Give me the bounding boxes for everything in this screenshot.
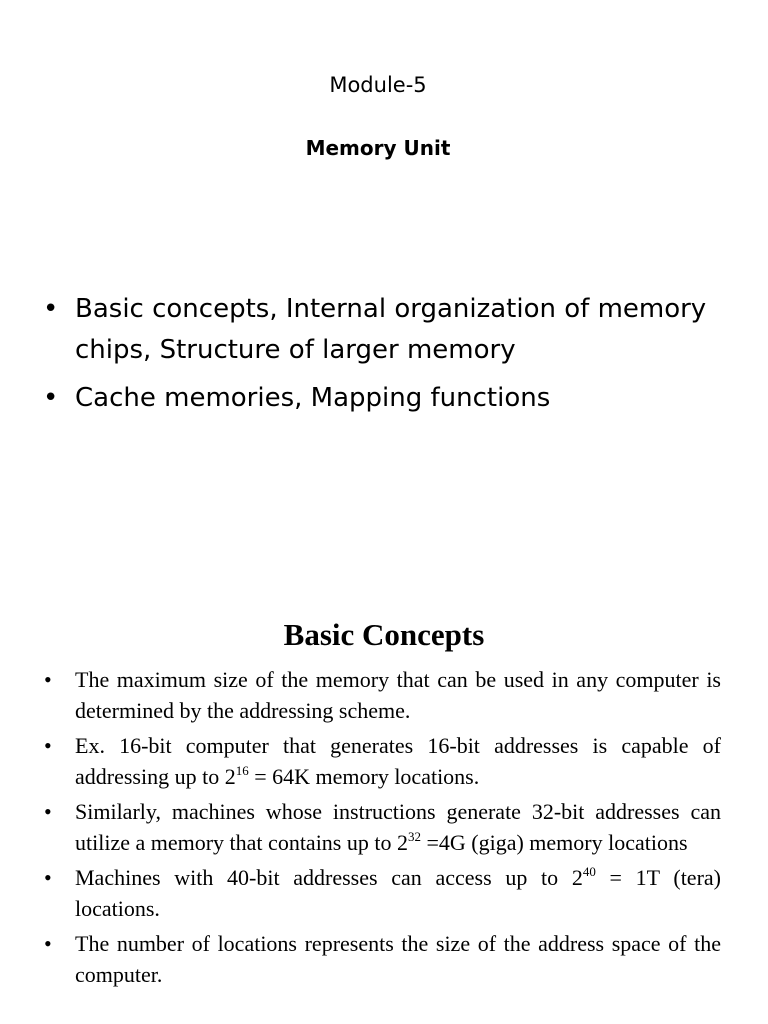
basic-concepts-slide	[0, 512, 768, 1024]
concept-item	[0, 796, 721, 858]
bullet-icon: •	[44, 667, 52, 692]
bullet-icon: •	[44, 865, 52, 890]
module-label: Module-5	[329, 73, 427, 97]
exponent: 16	[235, 763, 249, 778]
topic-item	[0, 289, 740, 371]
topic-item	[0, 378, 740, 419]
module-title: Memory Unit	[305, 136, 451, 160]
bullet-icon: •	[44, 799, 52, 824]
bullet-icon: •	[43, 383, 59, 413]
concept-item	[0, 862, 721, 924]
bullet-icon: •	[43, 294, 59, 324]
concept-text: The number of locations represents the size of the address space of the computer.	[75, 931, 721, 987]
bullet-icon: •	[44, 931, 52, 956]
concept-text: = 64K memory locations.	[248, 764, 480, 789]
bullet-icon: •	[44, 733, 52, 758]
topic-list	[0, 289, 740, 426]
concept-text: =4G (giga) memory locations	[420, 830, 688, 855]
topic-text: Cache memories, Mapping functions	[75, 383, 551, 413]
concept-text: = 1T (tera) locations.	[75, 865, 721, 921]
concept-item	[0, 664, 721, 726]
exponent: 40	[582, 864, 596, 879]
concept-text: Similarly, machines whose instructions generate 32-bit addresses can utilize a memory that contains up to 2	[75, 799, 721, 855]
concept-list	[0, 664, 768, 994]
concept-text: The maximum size of the memory that can be used in any computer is determined by the addressing scheme.	[75, 667, 721, 723]
topic-text: Basic concepts, Internal organization of memory chips, Structure of larger memory	[75, 294, 707, 365]
exponent: 32	[407, 829, 421, 844]
concept-item	[0, 730, 721, 792]
concept-text: Ex. 16-bit computer that generates 16-bit addresses is capable of addressing up to 2	[75, 733, 721, 789]
concept-text: Machines with 40-bit addresses can access up to 2	[75, 865, 583, 890]
slide-heading: Basic Concepts	[283, 617, 485, 652]
concept-item	[0, 928, 721, 990]
